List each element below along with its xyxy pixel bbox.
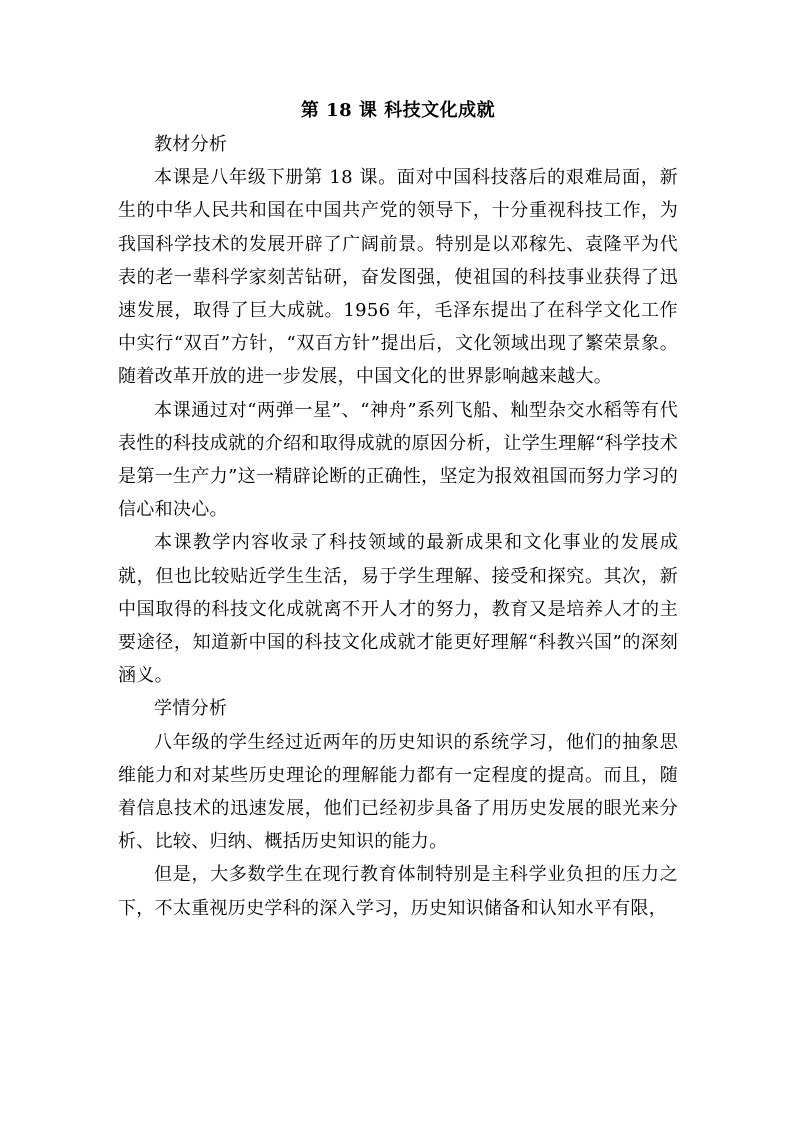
student-analysis-paragraph-1: 八年级的学生经过近两年的历史知识的系统学习，他们的抽象思维能力和对某些历史理论的理解能力都有一定程度的提高。而且，随着信息技术的迅速发展，他们已经初步具备了用历史发展的眼光来分析、比较、归纳、概括历史知识的能力。	[118, 731, 678, 853]
textbook-analysis-paragraph-2: 本课通过对“两弹一星”、“神舟”系列飞船、籼型杂交水稻等有代表性的科技成就的介绍和取得成就的原因分析，让学生理解“科学技术是第一生产力”这一精辟论断的正确性，坚定为报效祖国而努力学习的信心和决心。	[118, 399, 678, 521]
section-heading-textbook-analysis: 教材分析	[154, 134, 228, 155]
section-heading-student-analysis: 学情分析	[154, 698, 228, 720]
lesson-title: 第 18 课 科技文化成就	[300, 100, 496, 121]
document-body	[118, 96, 678, 925]
textbook-analysis-paragraph-3: 本课教学内容收录了科技领域的最新成果和文化事业的发展成就，但也比较贴近学生生活，易于学生理解、接受和探究。其次，新中国取得的科技文化成就离不开人才的努力，教育又是培养人才的主要途径，知道新中国的科技文化成就才能更好理解“科教兴国”的深刻涵义。	[118, 532, 678, 687]
student-analysis-paragraph-2: 但是，大多数学生在现行教育体制特别是主科学业负担的压力之下，不太重视历史学科的深入学习，历史知识储备和认知水平有限，	[118, 864, 678, 919]
textbook-analysis-paragraph-1: 本课是八年级下册第 18 课。面对中国科技落后的艰难局面，新生的中华人民共和国在中国共产党的领导下，十分重视科技工作，为我国科学技术的发展开辟了广阔前景。特别是以邓稼先、袁隆平为代表的老一辈科学家刻苦钻研，奋发图强，使祖国的科技事业获得了迅速发展，取得了巨大成就。1956 年，毛泽东提出了在科学文化工作中实行“双百”方针，“双百方针”提出后，文化领域出现了繁荣景象。随着改革开放的进一步发展，中国文化的世界影响越来越大。	[118, 167, 678, 388]
